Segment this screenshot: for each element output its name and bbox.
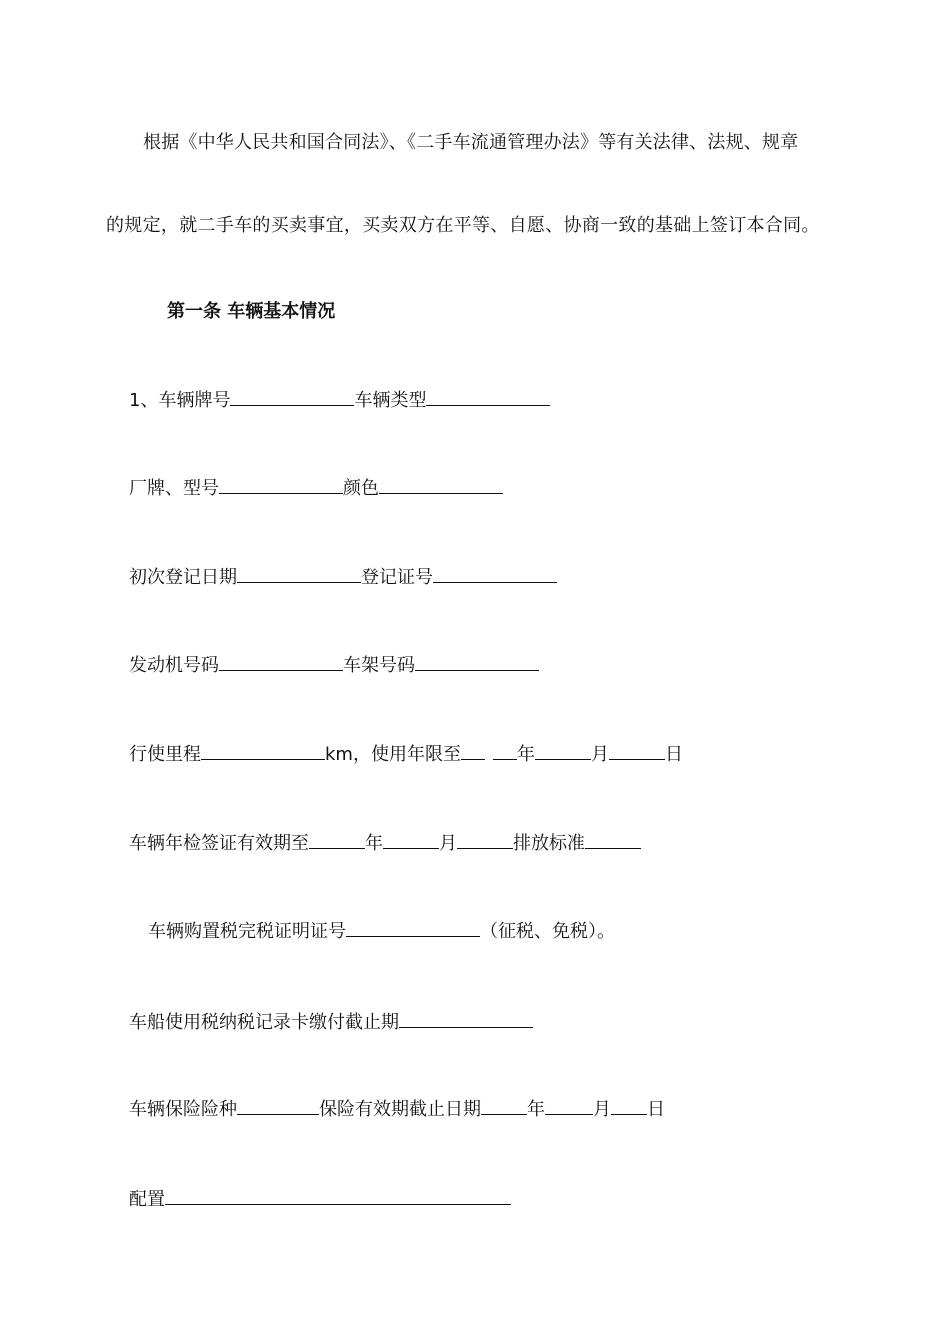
- vehicle-type-label: 车辆类型: [354, 390, 427, 411]
- emission-label: 排放标准: [513, 833, 585, 854]
- first-reg-date-label: 初次登记日期: [129, 567, 237, 588]
- field-row-insurance: [129, 1096, 665, 1122]
- engine-no-label: 发动机号码: [129, 655, 219, 676]
- inspection-day-blank[interactable]: [457, 830, 513, 849]
- purchase-tax-blank-c[interactable]: [444, 918, 480, 937]
- insurance-day-label: 日: [647, 1099, 665, 1120]
- field-row-engine-frame: [129, 652, 539, 678]
- insurance-type-label: 车辆保险险种: [129, 1099, 237, 1120]
- insurance-type-blank-b[interactable]: [297, 1096, 319, 1115]
- insurance-day-blank[interactable]: [611, 1096, 647, 1115]
- field-row-mileage: [129, 741, 683, 767]
- service-day-label: 日: [664, 744, 683, 765]
- km-until-label: km，使用年限至: [325, 744, 461, 765]
- config-blank-a[interactable]: [165, 1186, 465, 1205]
- inspection-month-label: 月: [439, 833, 457, 854]
- service-year-label: 年: [516, 744, 535, 765]
- tax-note-label: （征税、免税）。: [480, 921, 615, 942]
- vessel-tax-label: 车船使用税纳税记录卡缴付截止期: [129, 1012, 399, 1033]
- insurance-month-blank[interactable]: [545, 1096, 593, 1115]
- inspection-label: 车辆年检签证有效期至: [129, 833, 309, 854]
- engine-no-blank[interactable]: [219, 652, 343, 671]
- purchase-tax-blank-a[interactable]: [346, 918, 364, 937]
- inspection-year-blank[interactable]: [309, 830, 365, 849]
- plate-blank[interactable]: [230, 387, 354, 406]
- mileage-label: 行使里程: [129, 744, 201, 765]
- purchase-tax-label: 车辆购置税完税证明证号: [148, 921, 346, 942]
- field-row-inspection: [129, 830, 641, 856]
- color-label: 颜色: [343, 478, 379, 499]
- emission-blank[interactable]: [585, 830, 641, 849]
- brand-model-label: 厂牌、型号: [129, 478, 219, 499]
- service-year-blank-b[interactable]: [493, 741, 517, 760]
- vessel-tax-blank-a[interactable]: [399, 1009, 421, 1028]
- inspection-month-blank[interactable]: [383, 830, 439, 849]
- service-day-blank[interactable]: [609, 741, 665, 760]
- insurance-expiry-label: 保险有效期截止日期: [319, 1099, 481, 1120]
- insurance-month-label: 月: [593, 1099, 611, 1120]
- insurance-year-label: 年: [527, 1099, 545, 1120]
- vehicle-type-blank[interactable]: [426, 387, 550, 406]
- field-row-brand-color: [129, 475, 503, 501]
- color-blank[interactable]: [379, 475, 503, 494]
- purchase-tax-blank-b[interactable]: [364, 918, 444, 937]
- service-month-blank[interactable]: [535, 741, 591, 760]
- service-month-label: 月: [590, 744, 609, 765]
- vessel-tax-blank-c[interactable]: [511, 1009, 533, 1028]
- field-row-registration: [129, 564, 557, 590]
- service-year-blank-a[interactable]: [461, 741, 485, 760]
- insurance-year-blank[interactable]: [481, 1096, 527, 1115]
- insurance-type-blank-a[interactable]: [237, 1096, 297, 1115]
- frame-no-blank[interactable]: [415, 652, 539, 671]
- field-row-purchase-tax: [148, 918, 615, 944]
- mileage-blank[interactable]: [201, 741, 325, 760]
- intro-line-1: 根据《中华人民共和国合同法》、《二手车流通管理办法》等有关法律、法规、规章: [143, 132, 799, 153]
- reg-cert-no-blank[interactable]: [433, 564, 557, 583]
- vessel-tax-blank-b[interactable]: [421, 1009, 511, 1028]
- reg-cert-no-label: 登记证号: [361, 567, 433, 588]
- inspection-year-label: 年: [365, 833, 383, 854]
- field-row-plate-type: [129, 387, 550, 413]
- first-reg-date-blank[interactable]: [237, 564, 361, 583]
- frame-no-label: 车架号码: [343, 655, 415, 676]
- config-label: 配置: [129, 1189, 165, 1210]
- config-blank-b[interactable]: [465, 1186, 511, 1205]
- intro-line-2: 的规定，就二手车的买卖事宜，买卖双方在平等、自愿、协商一致的基础上签订本合同。: [106, 215, 820, 236]
- field-row-config: [129, 1186, 511, 1212]
- article-1-heading: 第一条 车辆基本情况: [167, 301, 336, 322]
- brand-model-blank[interactable]: [219, 475, 343, 494]
- plate-label: 1、车辆牌号: [129, 390, 231, 411]
- field-row-vessel-tax: [129, 1009, 533, 1035]
